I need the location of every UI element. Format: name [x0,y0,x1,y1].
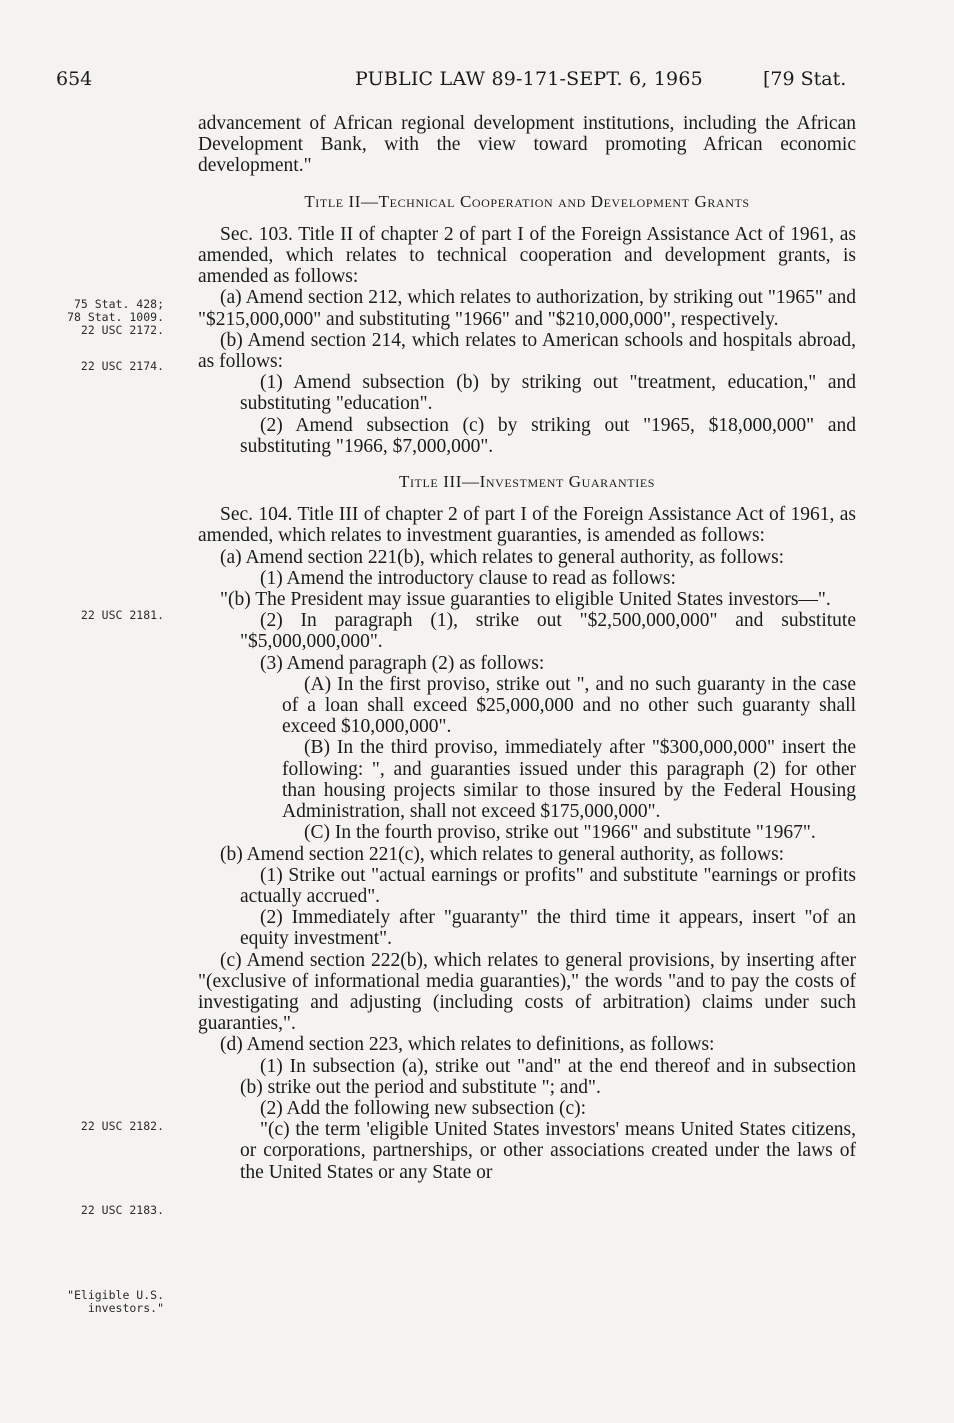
section-104-b-1: (1) Strike out "actual earnings or profits" and substitute "earnings or profits actually accrued". [240,864,856,907]
section-104-b-2: (2) Immediately after "guaranty" the third time it appears, insert "of an equity investment". [240,907,856,950]
title-iii-heading: Title III—Investment Guaranties [398,472,656,492]
section-104-d-2: (2) Add the following new subsection (c): [260,1097,587,1119]
margin-note-22usc2183: 22 USC 2183. [80,1203,164,1217]
section-103-b-1: (1) Amend subsection (b) by striking out "treatment, education," and substituting "education". [240,372,856,415]
section-104: Sec. 104. Title III of chapter 2 of part I of the Foreign Assistance Act of 1961, as amended, which relates to investment guaranties, is amended as follows: [198,504,856,547]
section-104-c: (c) Amend section 222(b), which relates to general provisions, by inserting after "(exclusive of informational media guaranties)," the words "and to pay the costs of investigating and adjusting (including costs of arbitration) claims under such guaranties,". [198,949,856,1035]
margin-note-22usc2172: 75 Stat. 428; 78 Stat. 1009. 22 USC 2172. [67,297,164,337]
section-104-a: (a) Amend section 221(b), which relates to general authority, as follows: [220,546,785,568]
section-103-a: (a) Amend section 212, which relates to authorization, by striking out "1965" and "$215,000,000" and substituting "1966" and "$210,000,000", respectively. [198,287,856,330]
section-104-a-3-A: (A) In the first proviso, strike out ", and no such guaranty in the case of a loan shall exceed $25,000,000 and no other such guaranty shall exceed $10,000,000". [282,673,856,738]
section-103: Sec. 103. Title II of chapter 2 of part I of the Foreign Assistance Act of 1961, as amended, which relates to technical cooperation and development grants, is amended as follows: [198,223,856,288]
section-104-d-2-quote: "(c) the term 'eligible United States investors' means United States citizens, or corporations, partnerships, or other associations created under the laws of the United States or any State or [240,1119,856,1183]
margin-note-22usc2181: 22 USC 2181. [80,608,164,622]
section-103-b: (b) Amend section 214, which relates to American schools and hospitals abroad, as follows: [198,329,856,373]
section-104-d-1: (1) In subsection (a), strike out "and" at the end thereof and in subsection (b) strike out the period and substitute "; and". [240,1055,856,1098]
section-104-d: (d) Amend section 223, which relates to definitions, as follows: [220,1034,715,1056]
running-title: PUBLIC LAW 89-171-SEPT. 6, 1965 [355,68,703,90]
statute-reference: [79 Stat. [763,68,847,90]
margin-note-22usc2174: 22 USC 2174. [80,359,164,373]
intro-paragraph: advancement of African regional development institutions, including the African Development Bank, with the view toward promoting African economic development." [198,113,856,177]
section-103-b-2: (2) Amend subsection (c) by striking out "1965, $18,000,000" and substituting "1966, $7,000,000". [240,414,856,457]
margin-note-eligible-investors: "Eligible U.S. investors." [67,1288,164,1315]
title-ii-heading: Title II—Technical Cooperation and Development Grants [304,191,750,211]
section-104-a-3-B: (B) In the third proviso, immediately after "$300,000,000" insert the following: ", and guaranties issued under this paragraph (2) for other than housing projects similar to those insured by the Federal Housing Administration, shall not exceed $175,000,000". [282,737,856,823]
section-104-a-2: (2) In paragraph (1), strike out "$2,500,000,000" and substitute "$5,000,000,000". [240,610,856,653]
margin-note-22usc2182: 22 USC 2182. [80,1119,164,1133]
body-text [198,113,856,1183]
section-104-a-1-quote: "(b) The President may issue guaranties to eligible United States investors—". [220,589,831,611]
section-104-a-3: (3) Amend paragraph (2) as follows: [260,652,545,674]
page-number: 654 [56,68,93,90]
section-104-b: (b) Amend section 221(c), which relates to general authority, as follows: [220,843,785,865]
section-104-a-3-C: (C) In the fourth proviso, strike out "1966" and substitute "1967". [304,822,816,844]
section-104-a-1: (1) Amend the introductory clause to read as follows: [260,567,676,589]
